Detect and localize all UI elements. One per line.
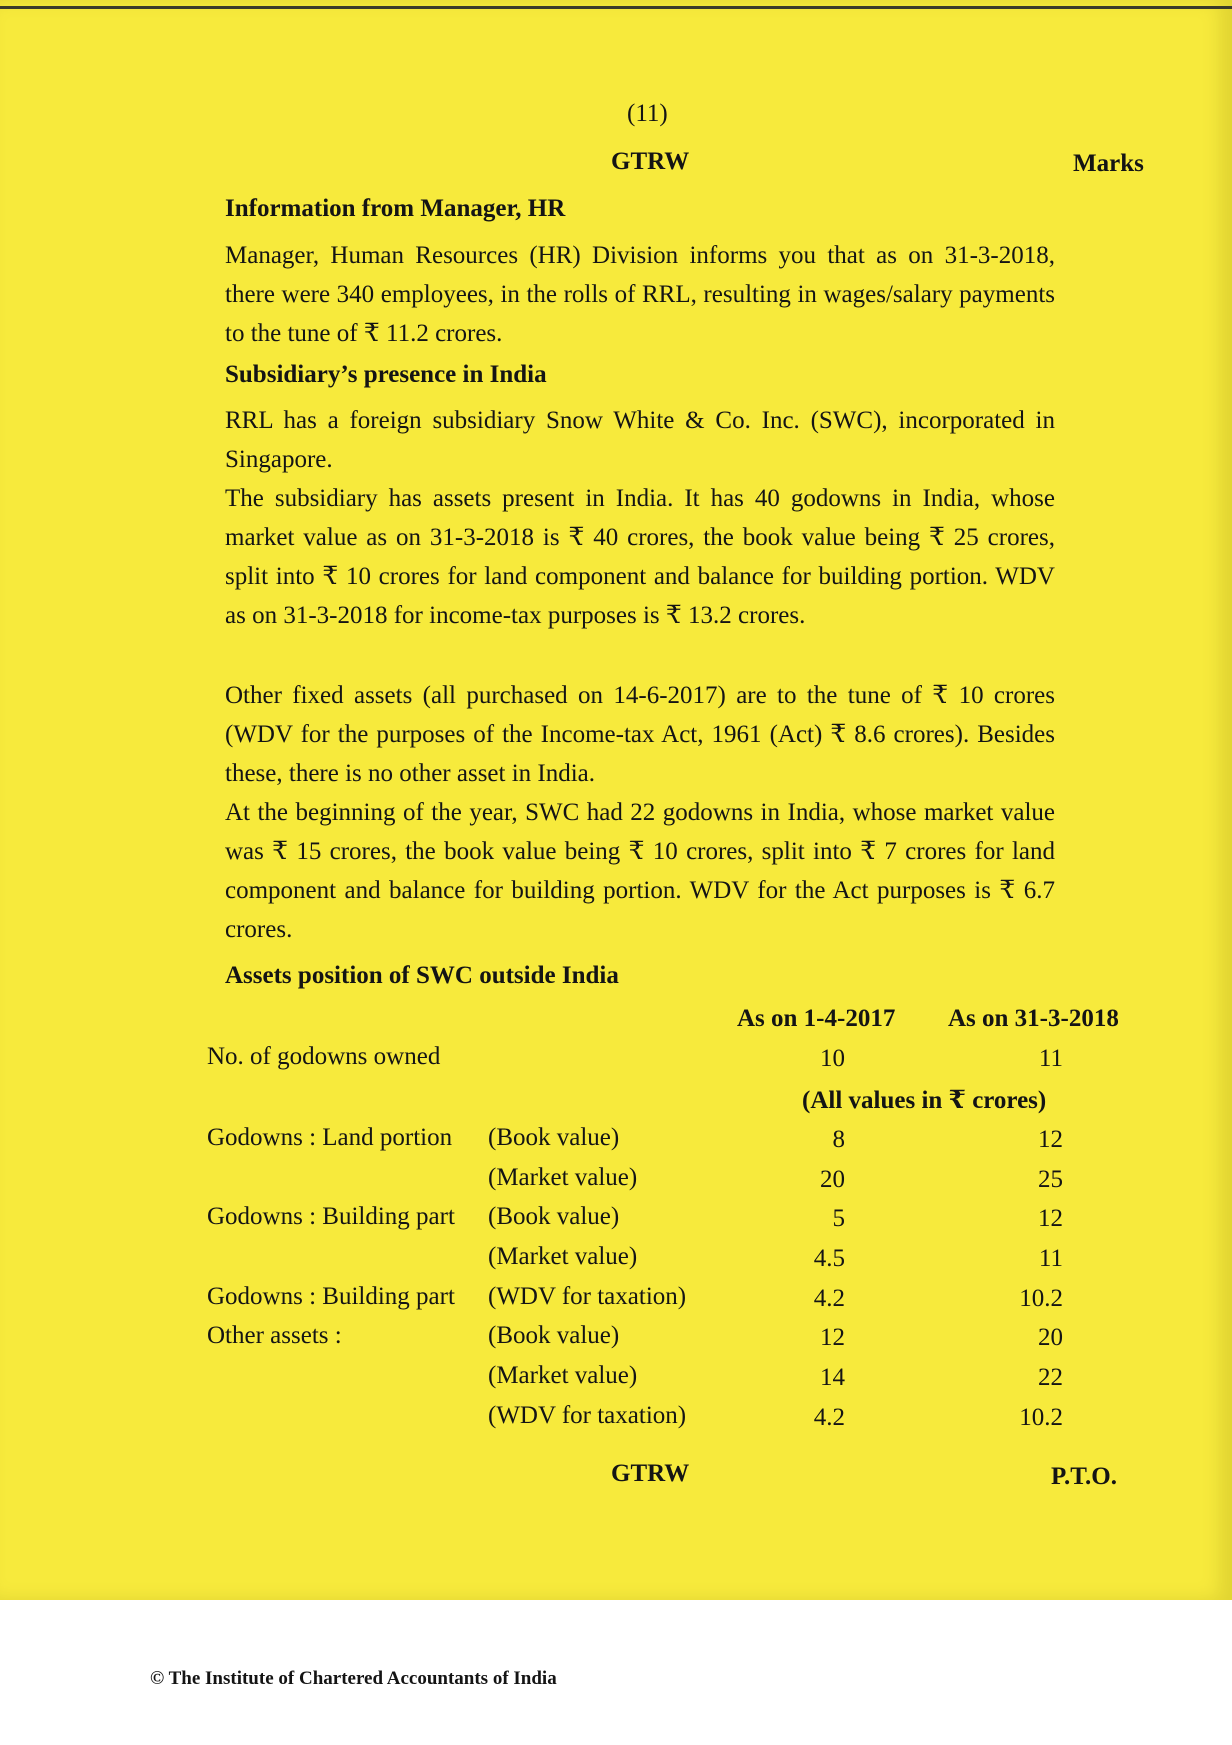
table-row-label: Godowns : Building part [207,1283,455,1310]
godowns-owned-closing: 11 [1038,1045,1063,1072]
table-row-closing: 10.2 [1019,1404,1063,1431]
table-row-sub: (WDV for taxation) [488,1283,687,1310]
table-row-opening: 20 [820,1166,845,1193]
units-note: (All values in ₹ crores) [802,1087,1047,1114]
bottom-paper-code: GTRW [611,1460,690,1487]
paragraph-beginning-of-year: At the beginning of the year, SWC had 22 godowns in India, whose market value was ₹ 15 crores, the book value being ₹ 10 crores, split into ₹ 7 crores for land component and balance for building portion. WDV for the Act purposes is ₹ 6.7 crores. [225,799,1055,943]
table-row-closing: 12 [1038,1205,1063,1232]
column-header-closing: As on 31-3-2018 [948,1005,1119,1032]
table-row-label: Godowns : Land portion [207,1124,453,1151]
table-row-opening: 4.2 [813,1404,845,1431]
column-header-opening: As on 1-4-2017 [737,1005,896,1032]
table-row-opening: 12 [820,1324,845,1351]
table-row-sub: (Market value) [488,1362,638,1389]
table-row-closing: 11 [1038,1245,1063,1272]
table-row-opening: 8 [832,1126,845,1153]
paragraph-subsidiary-intro: RRL has a foreign subsidiary Snow White & Co. Inc. (SWC), incorporated in Singapore. [225,407,1055,473]
table-row-label: Godowns : Building part [207,1203,455,1230]
table-row-closing: 12 [1038,1126,1063,1153]
table-row-closing: 20 [1038,1324,1063,1351]
table-row-sub: (Book value) [488,1322,620,1349]
godowns-owned-label: No. of godowns owned [207,1043,441,1070]
page-number: (11) [627,100,668,127]
table-row-closing: 22 [1038,1364,1063,1391]
heading-subsidiary-india: Subsidiary’s presence in India [225,361,547,388]
table-row-opening: 5 [832,1205,845,1232]
table-row-opening: 4.5 [813,1245,845,1272]
table-row-sub: (Market value) [488,1243,638,1270]
paragraph-hr-info: Manager, Human Resources (HR) Division informs you that as on 31-3-2018, there were 340 employees, in the rolls of RRL, resulting in wages/salary payments to the tune of ₹ 11.2 crores. [225,242,1055,347]
pto-label: P.T.O. [1051,1463,1117,1490]
table-row-sub: (WDV for taxation) [488,1402,687,1429]
heading-manager-hr: Information from Manager, HR [225,195,566,222]
table-row-opening: 4.2 [813,1285,845,1312]
table-row-label: Other assets : [207,1322,342,1349]
table-row-sub: (Book value) [488,1203,620,1230]
paper-code: GTRW [611,148,690,175]
godowns-owned-opening: 10 [820,1045,845,1072]
top-edge-line [0,6,1232,9]
table-row-opening: 14 [820,1364,845,1391]
table-row-sub: (Market value) [488,1164,638,1191]
marks-label: Marks [1073,150,1144,177]
paragraph-subsidiary-godowns: The subsidiary has assets present in India. It has 40 godowns in India, whose market value as on 31-3-2018 is ₹ 40 crores, the book value being ₹ 25 crores, split into ₹ 10 crores for land component and balance for building portion. WDV as on 31-3-2018 for income-tax purposes is ₹ 13.2 crores. [225,485,1055,629]
heading-assets-outside-india: Assets position of SWC outside India [225,962,619,989]
table-row-sub: (Book value) [488,1124,620,1151]
copyright-footer: © The Institute of Chartered Accountants of India [150,1668,557,1689]
table-row-closing: 25 [1038,1166,1063,1193]
table-row-closing: 10.2 [1019,1285,1063,1312]
paragraph-other-fixed-assets: Other fixed assets (all purchased on 14-6-2017) are to the tune of ₹ 10 crores (WDV for the purposes of the Income-tax Act, 1961 (Act) ₹ 8.6 crores). Besides these, there is no other asset in India. [225,682,1055,787]
